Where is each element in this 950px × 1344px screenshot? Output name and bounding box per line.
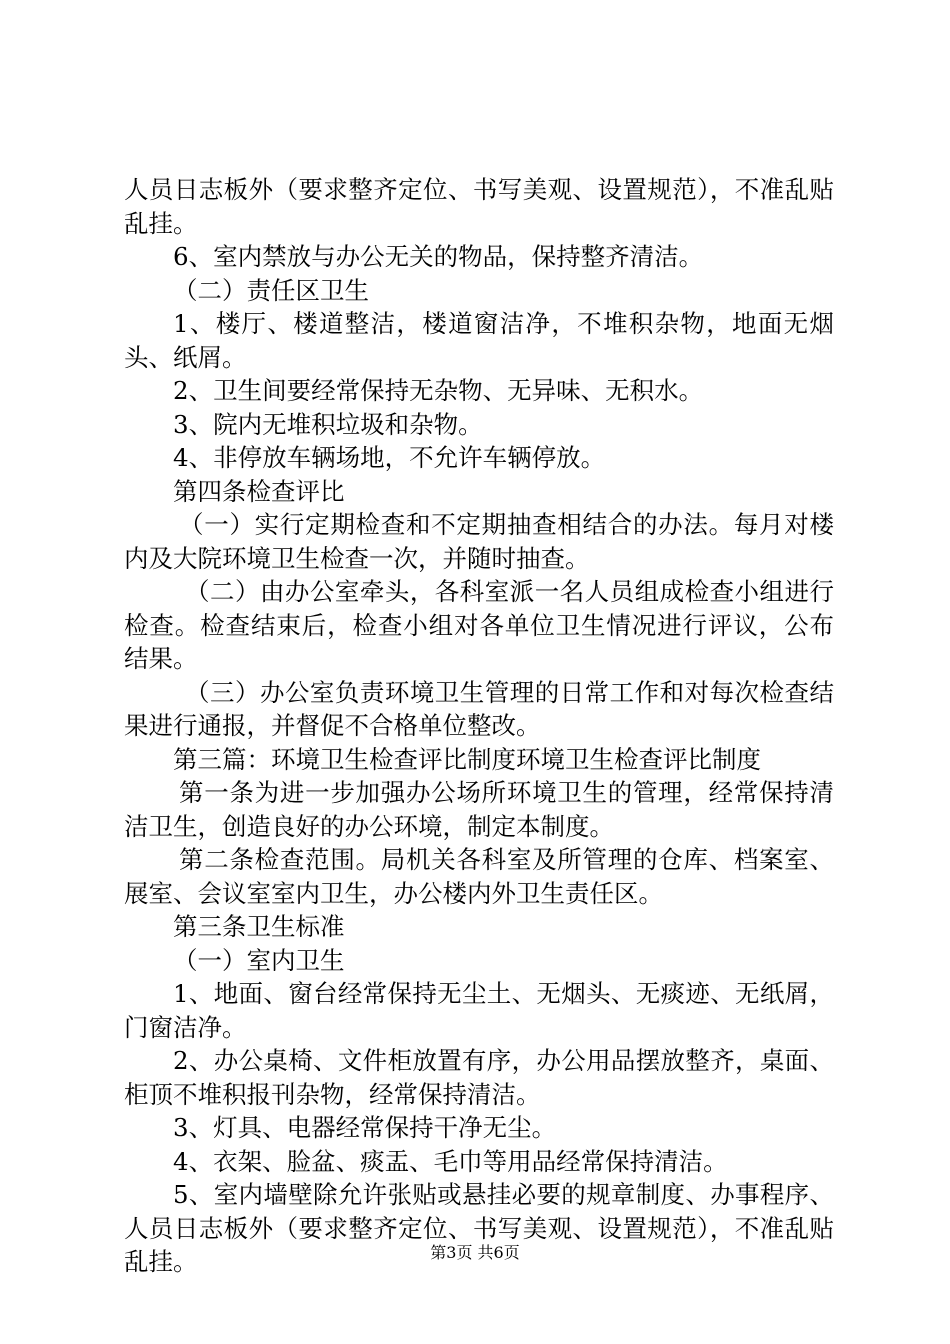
paragraph-indoor-item-2: 2、办公桌椅、文件柜放置有序，办公用品摆放整齐，桌面、柜顶不堆积报刊杂物，经常保持清洁。 <box>124 1046 834 1109</box>
paragraph-check-3: （三）办公室负责环境卫生管理的日常工作和对每次检查结果进行通报，并督促不合格单位整改。 <box>124 677 834 740</box>
paragraph-part-3-heading: 第三篇：环境卫生检查评比制度环境卫生检查评比制度 <box>173 744 761 774</box>
paragraph-item-4: 4、非停放车辆场地，不允许车辆停放。 <box>173 443 606 472</box>
paragraph-indoor-item-4: 4、衣架、脸盆、痰盂、毛巾等用品经常保持清洁。 <box>173 1146 728 1176</box>
page-footer: 第3页 共6页 <box>430 1243 520 1262</box>
paragraph-item-3: 3、院内无堆积垃圾和杂物。 <box>173 409 483 439</box>
paragraph-indoor-item-5: 5、室内墙壁除允许张贴或悬挂必要的规章制度、办事程序、人员日志板外（要求整齐定位、书写美观、设置规范），不准乱贴乱挂。 <box>124 1180 834 1276</box>
paragraph-item-2: 2、卫生间要经常保持无杂物、无异味、无积水。 <box>173 376 704 405</box>
paragraph-item-1: 1、楼厅、楼道整洁，楼道窗洁净，不堆积杂物，地面无烟头、纸屑。 <box>124 309 834 372</box>
paragraph-indoor-item-3: 3、灯具、电器经常保持干净无尘。 <box>173 1113 557 1142</box>
paragraph-article-1: 第一条为进一步加强办公场所环境卫生的管理，经常保持清洁卫生，创造良好的办公环境，制定本制度。 <box>124 778 834 841</box>
paragraph-section-2-heading: （二）责任区卫生 <box>173 275 369 305</box>
paragraph-check-1: （一）实行定期检查和不定期抽查相结合的办法。每月对楼内及大院环境卫生检查一次，并随时抽查。 <box>124 510 834 573</box>
paragraph-continuation: 人员日志板外（要求整齐定位、书写美观、设置规范），不准乱贴乱挂。 <box>124 175 834 238</box>
document-body <box>124 173 834 1279</box>
paragraph-article-3-heading: 第三条卫生标准 <box>173 912 345 941</box>
paragraph-check-2: （二）由办公室牵头，各科室派一名人员组成检查小组进行检查。检查结束后，检查小组对各单位卫生情况进行评议，公布结果。 <box>124 577 834 673</box>
paragraph-indoor-heading: （一）室内卫生 <box>173 945 345 975</box>
paragraph-item-6: 6、室内禁放与办公无关的物品，保持整齐清洁。 <box>173 242 704 271</box>
paragraph-indoor-item-1: 1、地面、窗台经常保持无尘土、无烟头、无痰迹、无纸屑，门窗洁净。 <box>124 979 834 1042</box>
paragraph-article-4-heading: 第四条检查评比 <box>173 476 345 506</box>
paragraph-article-2: 第二条检查范围。局机关各科室及所管理的仓库、档案室、展室、会议室室内卫生，办公楼内外卫生责任区。 <box>124 845 834 908</box>
